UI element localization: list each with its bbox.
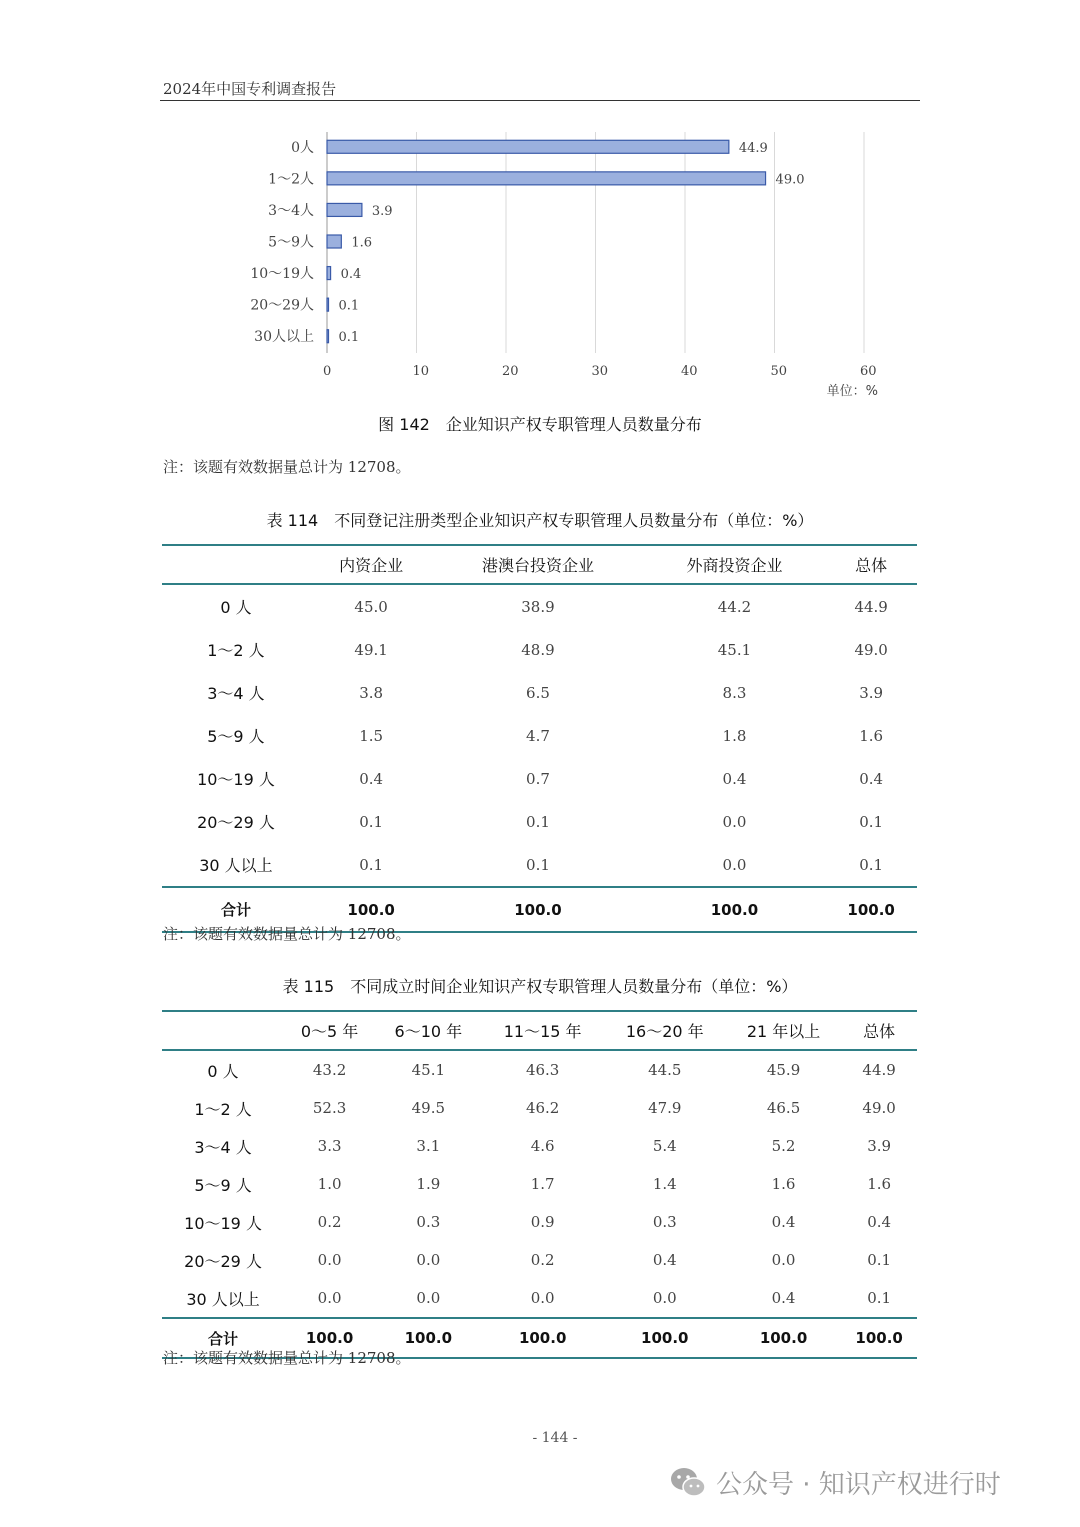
column-header: 16～20 年 [604,1011,726,1050]
table-cell: 1.9 [416,1175,441,1193]
table-cell: 1.5 [359,726,384,745]
table-row [162,714,917,757]
table-cell: 0.2 [317,1213,342,1231]
table-114 [162,544,917,933]
unit-label: 单位：% [826,384,878,399]
table-cell: 3.9 [867,1137,892,1155]
total-cell: 100.0 [284,1318,375,1358]
table-cell: 5.2 [771,1137,796,1155]
x-tick-label: 50 [770,364,788,379]
category-label: 10～19人 [250,266,314,283]
header-rule [160,100,920,101]
table-cell: 0.2 [530,1251,555,1269]
table-cell: 0.4 [867,1213,892,1231]
row-label: 30 人以上 [199,856,273,875]
table-115-caption: 表 115 不同成立时间企业知识产权专职管理人员数量分布（单位：%） [282,977,798,996]
table-cell: 1.6 [771,1175,796,1193]
category-label: 1～2人 [268,171,314,188]
table-cell: 46.5 [766,1099,801,1117]
table-cell: 0.0 [771,1251,796,1269]
total-cell: 100.0 [432,887,643,932]
table-row [162,628,917,671]
bar [327,203,362,216]
table-cell: 46.2 [525,1099,560,1117]
x-tick-label: 10 [412,364,430,379]
table-cell: 8.3 [722,683,747,702]
total-cell: 100.0 [310,887,432,932]
table-cell: 49.1 [354,640,388,659]
page-number: - 144 - [532,1430,578,1446]
data-label: 3.9 [371,203,393,219]
table-cell: 0.1 [859,855,884,874]
figure-note: 注：该题有效数据量总计为 12708。 [163,458,411,476]
total-cell: 100.0 [644,887,826,932]
watermark [668,1462,1001,1502]
watermark-text: 公众号 · 知识产权进行时 [716,1469,1001,1500]
table-cell: 0.7 [526,769,550,788]
table-cell: 0.1 [859,812,884,831]
table-row [162,1279,917,1318]
x-tick-label: 20 [502,364,519,379]
table-cell: 3.8 [359,683,384,702]
table-cell: 5.4 [652,1137,677,1155]
table-cell: 45.1 [717,640,752,659]
table-cell: 0.1 [526,855,550,874]
table-115-note: 注：该题有效数据量总计为 12708。 [163,1349,411,1367]
category-label: 3～4人 [268,202,314,219]
table-cell: 3.9 [859,683,884,702]
table-114-caption: 表 114 不同登记注册类型企业知识产权专职管理人员数量分布（单位：%） [266,511,814,530]
table-cell: 0.4 [771,1289,796,1307]
table-cell: 0.0 [722,855,747,874]
row-label: 30 人以上 [186,1289,260,1309]
column-header [162,1011,284,1050]
data-label: 0.1 [338,298,360,314]
table-cell: 49.0 [862,1099,896,1117]
table-cell: 46.3 [525,1061,560,1079]
table-cell: 45.9 [766,1061,801,1079]
table-cell: 0.1 [867,1289,892,1307]
row-label: 1～2 人 [207,641,265,660]
column-header: 总体 [841,1011,917,1050]
row-label: 0 人 [220,598,252,617]
table-cell: 0.4 [652,1251,677,1269]
total-cell: 100.0 [825,887,917,932]
table-cell: 0.1 [359,855,384,874]
column-header: 21 年以上 [726,1011,841,1050]
table-cell: 44.9 [862,1061,896,1079]
table-cell: 0.0 [652,1289,677,1307]
total-cell: 100.0 [726,1318,841,1358]
table-row [162,584,917,628]
table-cell: 45.1 [411,1061,446,1079]
table-cell: 52.3 [312,1099,347,1117]
table-cell: 44.9 [854,597,888,616]
row-label: 0 人 [207,1061,239,1081]
table-cell: 0.0 [317,1251,342,1269]
table-header-row [162,1011,917,1050]
category-label: 30人以上 [254,329,314,346]
table-cell: 1.6 [859,726,884,745]
table-cell: 0.3 [416,1213,441,1231]
table-cell: 4.7 [526,726,550,745]
table-cell: 0.1 [867,1251,892,1269]
bar [327,267,331,280]
table-cell: 0.9 [530,1213,555,1231]
table-cell: 49.5 [411,1099,446,1117]
table-cell: 0.4 [859,769,884,788]
column-header: 外商投资企业 [644,545,826,584]
table-cell: 48.9 [521,640,555,659]
x-tick-label: 30 [591,364,609,379]
table-115 [162,1010,917,1359]
data-label: 44.9 [738,140,768,156]
table-row [162,757,917,800]
table-row [162,1203,917,1241]
column-header: 总体 [825,545,917,584]
data-label: 1.6 [351,235,373,251]
table-cell: 0.0 [722,812,747,831]
row-label: 10～19 人 [197,770,275,789]
table-cell: 1.0 [317,1175,342,1193]
bar [327,235,341,248]
table-cell: 1.7 [530,1175,555,1193]
row-label: 5～9 人 [207,727,265,746]
total-cell: 100.0 [375,1318,482,1358]
column-header: 0～5 年 [284,1011,375,1050]
table-row [162,1165,917,1203]
column-header: 内资企业 [310,545,432,584]
row-label: 20～29 人 [197,813,275,832]
bar [327,140,729,153]
table-cell: 4.6 [530,1137,555,1155]
table-cell: 38.9 [521,597,555,616]
table-cell: 0.0 [416,1251,441,1269]
table-row [162,800,917,843]
table-row [162,1050,917,1089]
column-header: 港澳台投资企业 [432,545,643,584]
x-tick-label: 60 [860,364,877,379]
total-cell: 100.0 [841,1318,917,1358]
bar [327,298,329,311]
running-header: 2024年中国专利调查报告 [163,80,337,98]
total-label: 合计 [162,887,310,932]
row-label: 10～19 人 [184,1213,262,1233]
table-cell: 6.5 [526,683,550,702]
table-row [162,1127,917,1165]
table-cell: 43.2 [312,1061,347,1079]
table-cell: 1.4 [652,1175,677,1193]
data-label: 0.1 [338,330,360,346]
row-label: 1～2 人 [194,1099,252,1119]
category-label: 5～9人 [268,234,314,251]
table-header-row [162,545,917,584]
table-114-note: 注：该题有效数据量总计为 12708。 [163,925,411,943]
total-cell: 100.0 [482,1318,604,1358]
table-cell: 47.9 [648,1099,682,1117]
category-label: 20～29人 [250,297,314,314]
column-header: 6～10 年 [375,1011,482,1050]
row-label: 20～29 人 [184,1251,262,1271]
table-cell: 3.3 [317,1137,342,1155]
table-cell: 44.5 [648,1061,682,1079]
table-cell: 0.1 [526,812,550,831]
total-cell: 100.0 [604,1318,726,1358]
x-tick-label: 40 [681,364,698,379]
bar [327,172,766,185]
table-cell: 45.0 [354,597,388,616]
data-label: 0.4 [340,267,362,283]
table-cell: 0.0 [530,1289,555,1307]
table-cell: 1.6 [867,1175,892,1193]
table-cell: 0.1 [359,812,384,831]
table-cell: 49.0 [854,640,888,659]
total-label: 合计 [162,1318,284,1358]
table-row [162,671,917,714]
x-tick-label: 0 [323,364,332,379]
wechat-icon [668,1462,708,1502]
table-row [162,1089,917,1127]
table-cell: 0.4 [722,769,747,788]
table-row [162,843,917,887]
category-label: 0人 [291,139,314,156]
table-cell: 44.2 [717,597,752,616]
table-cell: 0.4 [771,1213,796,1231]
bar-chart-142 [0,120,1080,410]
data-label: 49.0 [775,172,805,188]
table-cell: 3.1 [416,1137,441,1155]
column-header: 11～15 年 [482,1011,604,1050]
table-cell: 0.4 [359,769,384,788]
table-cell: 0.3 [652,1213,677,1231]
bar [327,330,329,343]
table-cell: 0.0 [317,1289,342,1307]
column-header [162,545,310,584]
row-label: 5～9 人 [194,1175,252,1195]
table-cell: 0.0 [416,1289,441,1307]
figure-caption: 图 142 企业知识产权专职管理人员数量分布 [378,415,702,434]
row-label: 3～4 人 [194,1137,252,1157]
table-cell: 1.8 [722,726,747,745]
table-row [162,1241,917,1279]
row-label: 3～4 人 [207,684,265,703]
